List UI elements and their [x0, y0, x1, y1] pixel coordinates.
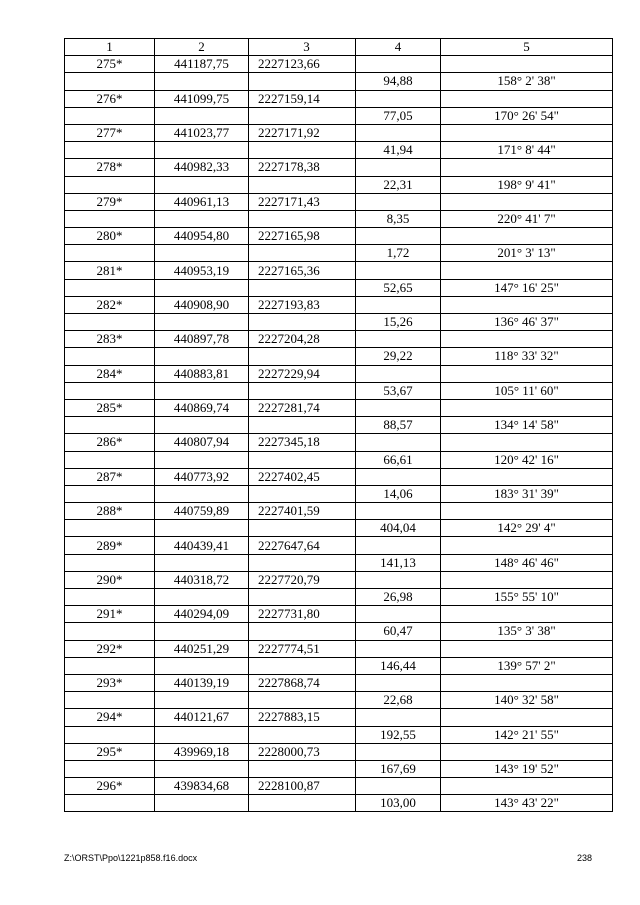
angle-cell: 142° 29' 4"	[441, 520, 613, 537]
empty-cell	[155, 520, 249, 537]
y-coordinate-cell: 2227281,74	[249, 399, 356, 416]
empty-cell	[356, 193, 441, 210]
angle-cell: 143° 19' 52"	[441, 760, 613, 777]
point-id-cell: 275*	[65, 56, 155, 73]
point-id-cell: 289*	[65, 537, 155, 554]
table-body	[65, 56, 613, 812]
table-row	[65, 73, 613, 90]
empty-cell	[249, 795, 356, 812]
distance-cell: 14,06	[356, 485, 441, 502]
empty-cell	[155, 485, 249, 502]
empty-cell	[441, 56, 613, 73]
angle-cell: 143° 43' 22"	[441, 795, 613, 812]
empty-cell	[65, 692, 155, 709]
empty-cell	[249, 485, 356, 502]
empty-cell	[65, 176, 155, 193]
table-row	[65, 124, 613, 141]
empty-cell	[249, 760, 356, 777]
empty-cell	[356, 571, 441, 588]
empty-cell	[155, 623, 249, 640]
x-coordinate-cell: 440773,92	[155, 468, 249, 485]
point-id-cell: 285*	[65, 399, 155, 416]
table-row	[65, 193, 613, 210]
angle-cell: 183° 31' 39"	[441, 485, 613, 502]
angle-cell: 147° 16' 25"	[441, 279, 613, 296]
x-coordinate-cell: 440953,19	[155, 262, 249, 279]
empty-cell	[249, 348, 356, 365]
x-coordinate-cell: 440251,29	[155, 640, 249, 657]
table-row	[65, 90, 613, 107]
table-row	[65, 210, 613, 227]
empty-cell	[65, 142, 155, 159]
angle-cell: 140° 32' 58"	[441, 692, 613, 709]
empty-cell	[155, 210, 249, 227]
distance-cell: 26,98	[356, 589, 441, 606]
y-coordinate-cell: 2227720,79	[249, 571, 356, 588]
empty-cell	[155, 382, 249, 399]
x-coordinate-cell: 440139,19	[155, 674, 249, 691]
distance-cell: 192,55	[356, 726, 441, 743]
angle-cell: 201° 3' 13"	[441, 245, 613, 262]
x-coordinate-cell: 440807,94	[155, 434, 249, 451]
y-coordinate-cell: 2228000,73	[249, 743, 356, 760]
point-id-cell: 294*	[65, 709, 155, 726]
empty-cell	[441, 537, 613, 554]
empty-cell	[65, 554, 155, 571]
empty-cell	[155, 451, 249, 468]
point-id-cell: 286*	[65, 434, 155, 451]
empty-cell	[441, 124, 613, 141]
table-row	[65, 434, 613, 451]
empty-cell	[249, 520, 356, 537]
table-row	[65, 692, 613, 709]
empty-cell	[155, 554, 249, 571]
distance-cell: 167,69	[356, 760, 441, 777]
point-id-cell: 280*	[65, 228, 155, 245]
distance-cell: 66,61	[356, 451, 441, 468]
table-row	[65, 107, 613, 124]
empty-cell	[356, 503, 441, 520]
empty-cell	[356, 399, 441, 416]
distance-cell: 88,57	[356, 417, 441, 434]
empty-cell	[441, 228, 613, 245]
empty-cell	[356, 228, 441, 245]
empty-cell	[65, 726, 155, 743]
empty-cell	[249, 692, 356, 709]
distance-cell: 77,05	[356, 107, 441, 124]
distance-cell: 53,67	[356, 382, 441, 399]
empty-cell	[441, 743, 613, 760]
empty-cell	[441, 503, 613, 520]
empty-cell	[155, 760, 249, 777]
point-id-cell: 277*	[65, 124, 155, 141]
empty-cell	[441, 159, 613, 176]
empty-cell	[249, 451, 356, 468]
angle-cell: 136° 46' 37"	[441, 314, 613, 331]
x-coordinate-cell: 440883,81	[155, 365, 249, 382]
empty-cell	[356, 606, 441, 623]
angle-cell: 220° 41' 7"	[441, 210, 613, 227]
empty-cell	[249, 176, 356, 193]
empty-cell	[249, 657, 356, 674]
empty-cell	[249, 142, 356, 159]
table-row	[65, 589, 613, 606]
angle-cell: 158° 2' 38"	[441, 73, 613, 90]
y-coordinate-cell: 2227402,45	[249, 468, 356, 485]
empty-cell	[65, 107, 155, 124]
empty-cell	[155, 692, 249, 709]
distance-cell: 29,22	[356, 348, 441, 365]
x-coordinate-cell: 441023,77	[155, 124, 249, 141]
table-row	[65, 657, 613, 674]
x-coordinate-cell: 441187,75	[155, 56, 249, 73]
empty-cell	[155, 176, 249, 193]
angle-cell: 148° 46' 46"	[441, 554, 613, 571]
empty-cell	[441, 571, 613, 588]
empty-cell	[65, 417, 155, 434]
table-row	[65, 503, 613, 520]
column-header: 4	[356, 39, 441, 56]
angle-cell: 171° 8' 44"	[441, 142, 613, 159]
empty-cell	[356, 778, 441, 795]
y-coordinate-cell: 2227774,51	[249, 640, 356, 657]
angle-cell: 105° 11' 60"	[441, 382, 613, 399]
angle-cell: 118° 33' 32"	[441, 348, 613, 365]
table-row	[65, 451, 613, 468]
empty-cell	[249, 245, 356, 262]
point-id-cell: 287*	[65, 468, 155, 485]
table-row	[65, 743, 613, 760]
empty-cell	[441, 674, 613, 691]
y-coordinate-cell: 2227229,94	[249, 365, 356, 382]
angle-cell: 120° 42' 16"	[441, 451, 613, 468]
empty-cell	[249, 210, 356, 227]
table-row	[65, 468, 613, 485]
y-coordinate-cell: 2227868,74	[249, 674, 356, 691]
empty-cell	[155, 589, 249, 606]
coordinates-table	[64, 38, 613, 812]
x-coordinate-cell: 440954,80	[155, 228, 249, 245]
x-coordinate-cell: 439834,68	[155, 778, 249, 795]
empty-cell	[441, 262, 613, 279]
empty-cell	[155, 417, 249, 434]
empty-cell	[155, 142, 249, 159]
empty-cell	[441, 468, 613, 485]
table-row	[65, 331, 613, 348]
y-coordinate-cell: 2227883,15	[249, 709, 356, 726]
angle-cell: 155° 55' 10"	[441, 589, 613, 606]
empty-cell	[441, 193, 613, 210]
column-header: 3	[249, 39, 356, 56]
distance-cell: 146,44	[356, 657, 441, 674]
y-coordinate-cell: 2227165,98	[249, 228, 356, 245]
distance-cell: 404,04	[356, 520, 441, 537]
x-coordinate-cell: 440897,78	[155, 331, 249, 348]
y-coordinate-cell: 2228100,87	[249, 778, 356, 795]
point-id-cell: 292*	[65, 640, 155, 657]
table-row	[65, 142, 613, 159]
table-row	[65, 537, 613, 554]
empty-cell	[356, 365, 441, 382]
table-header-row	[65, 39, 613, 56]
empty-cell	[155, 348, 249, 365]
empty-cell	[356, 743, 441, 760]
table-row	[65, 726, 613, 743]
point-id-cell: 278*	[65, 159, 155, 176]
angle-cell: 170° 26' 54"	[441, 107, 613, 124]
distance-cell: 60,47	[356, 623, 441, 640]
x-coordinate-cell: 440294,09	[155, 606, 249, 623]
empty-cell	[356, 640, 441, 657]
empty-cell	[155, 279, 249, 296]
distance-cell: 22,68	[356, 692, 441, 709]
empty-cell	[356, 296, 441, 313]
empty-cell	[249, 279, 356, 296]
point-id-cell: 279*	[65, 193, 155, 210]
empty-cell	[356, 56, 441, 73]
empty-cell	[65, 657, 155, 674]
point-id-cell: 295*	[65, 743, 155, 760]
point-id-cell: 283*	[65, 331, 155, 348]
empty-cell	[441, 778, 613, 795]
empty-cell	[441, 606, 613, 623]
empty-cell	[249, 589, 356, 606]
empty-cell	[249, 107, 356, 124]
empty-cell	[65, 279, 155, 296]
angle-cell: 198° 9' 41"	[441, 176, 613, 193]
x-coordinate-cell: 440869,74	[155, 399, 249, 416]
point-id-cell: 282*	[65, 296, 155, 313]
y-coordinate-cell: 2227165,36	[249, 262, 356, 279]
y-coordinate-cell: 2227178,38	[249, 159, 356, 176]
empty-cell	[441, 434, 613, 451]
table-row	[65, 245, 613, 262]
y-coordinate-cell: 2227345,18	[249, 434, 356, 451]
empty-cell	[441, 709, 613, 726]
x-coordinate-cell: 440908,90	[155, 296, 249, 313]
column-header: 2	[155, 39, 249, 56]
table-row	[65, 399, 613, 416]
empty-cell	[65, 245, 155, 262]
distance-cell: 8,35	[356, 210, 441, 227]
empty-cell	[249, 554, 356, 571]
distance-cell: 103,00	[356, 795, 441, 812]
point-id-cell: 288*	[65, 503, 155, 520]
point-id-cell: 296*	[65, 778, 155, 795]
empty-cell	[249, 726, 356, 743]
y-coordinate-cell: 2227193,83	[249, 296, 356, 313]
point-id-cell: 276*	[65, 90, 155, 107]
empty-cell	[155, 245, 249, 262]
empty-cell	[249, 314, 356, 331]
x-coordinate-cell: 440982,33	[155, 159, 249, 176]
empty-cell	[249, 623, 356, 640]
empty-cell	[441, 399, 613, 416]
y-coordinate-cell: 2227123,66	[249, 56, 356, 73]
point-id-cell: 291*	[65, 606, 155, 623]
empty-cell	[441, 296, 613, 313]
angle-cell: 139° 57' 2"	[441, 657, 613, 674]
table-row	[65, 554, 613, 571]
table-row	[65, 348, 613, 365]
empty-cell	[155, 657, 249, 674]
x-coordinate-cell: 440759,89	[155, 503, 249, 520]
x-coordinate-cell: 440439,41	[155, 537, 249, 554]
distance-cell: 52,65	[356, 279, 441, 296]
empty-cell	[155, 795, 249, 812]
table-row	[65, 760, 613, 777]
empty-cell	[65, 314, 155, 331]
table-row	[65, 56, 613, 73]
distance-cell: 1,72	[356, 245, 441, 262]
table-row	[65, 640, 613, 657]
table-row	[65, 228, 613, 245]
table-row	[65, 520, 613, 537]
empty-cell	[356, 90, 441, 107]
empty-cell	[65, 485, 155, 502]
table-row	[65, 674, 613, 691]
angle-cell: 135° 3' 38"	[441, 623, 613, 640]
empty-cell	[356, 159, 441, 176]
x-coordinate-cell: 440961,13	[155, 193, 249, 210]
x-coordinate-cell: 441099,75	[155, 90, 249, 107]
table-row	[65, 709, 613, 726]
table-row	[65, 296, 613, 313]
empty-cell	[356, 468, 441, 485]
table-row	[65, 262, 613, 279]
y-coordinate-cell: 2227171,43	[249, 193, 356, 210]
empty-cell	[155, 73, 249, 90]
x-coordinate-cell: 439969,18	[155, 743, 249, 760]
empty-cell	[155, 726, 249, 743]
table-row	[65, 623, 613, 640]
empty-cell	[356, 124, 441, 141]
y-coordinate-cell: 2227171,92	[249, 124, 356, 141]
table-row	[65, 571, 613, 588]
distance-cell: 94,88	[356, 73, 441, 90]
empty-cell	[65, 760, 155, 777]
angle-cell: 134° 14' 58"	[441, 417, 613, 434]
empty-cell	[65, 348, 155, 365]
empty-cell	[65, 795, 155, 812]
table-row	[65, 606, 613, 623]
footer-file-path: Z:\ORST\Ppo\1221p858.f16.docx	[64, 853, 198, 863]
column-header: 5	[441, 39, 613, 56]
table-row	[65, 365, 613, 382]
empty-cell	[155, 107, 249, 124]
empty-cell	[356, 331, 441, 348]
empty-cell	[155, 314, 249, 331]
table-row	[65, 279, 613, 296]
empty-cell	[441, 640, 613, 657]
empty-cell	[441, 365, 613, 382]
y-coordinate-cell: 2227159,14	[249, 90, 356, 107]
empty-cell	[249, 382, 356, 399]
empty-cell	[65, 382, 155, 399]
column-header: 1	[65, 39, 155, 56]
footer-page-number: 238	[576, 853, 592, 863]
point-id-cell: 281*	[65, 262, 155, 279]
empty-cell	[249, 73, 356, 90]
table-row	[65, 417, 613, 434]
table-row	[65, 382, 613, 399]
distance-cell: 22,31	[356, 176, 441, 193]
y-coordinate-cell: 2227731,80	[249, 606, 356, 623]
empty-cell	[356, 537, 441, 554]
table-row	[65, 795, 613, 812]
distance-cell: 15,26	[356, 314, 441, 331]
table-row	[65, 314, 613, 331]
empty-cell	[356, 674, 441, 691]
empty-cell	[356, 262, 441, 279]
empty-cell	[65, 520, 155, 537]
angle-cell: 142° 21' 55"	[441, 726, 613, 743]
empty-cell	[65, 623, 155, 640]
empty-cell	[441, 90, 613, 107]
table-row	[65, 485, 613, 502]
empty-cell	[249, 417, 356, 434]
point-id-cell: 293*	[65, 674, 155, 691]
x-coordinate-cell: 440121,67	[155, 709, 249, 726]
table-row	[65, 778, 613, 795]
point-id-cell: 284*	[65, 365, 155, 382]
empty-cell	[441, 331, 613, 348]
distance-cell: 141,13	[356, 554, 441, 571]
empty-cell	[356, 709, 441, 726]
y-coordinate-cell: 2227647,64	[249, 537, 356, 554]
y-coordinate-cell: 2227204,28	[249, 331, 356, 348]
empty-cell	[356, 434, 441, 451]
distance-cell: 41,94	[356, 142, 441, 159]
empty-cell	[65, 589, 155, 606]
table-row	[65, 176, 613, 193]
y-coordinate-cell: 2227401,59	[249, 503, 356, 520]
empty-cell	[65, 210, 155, 227]
empty-cell	[65, 451, 155, 468]
point-id-cell: 290*	[65, 571, 155, 588]
x-coordinate-cell: 440318,72	[155, 571, 249, 588]
empty-cell	[65, 73, 155, 90]
table-row	[65, 159, 613, 176]
